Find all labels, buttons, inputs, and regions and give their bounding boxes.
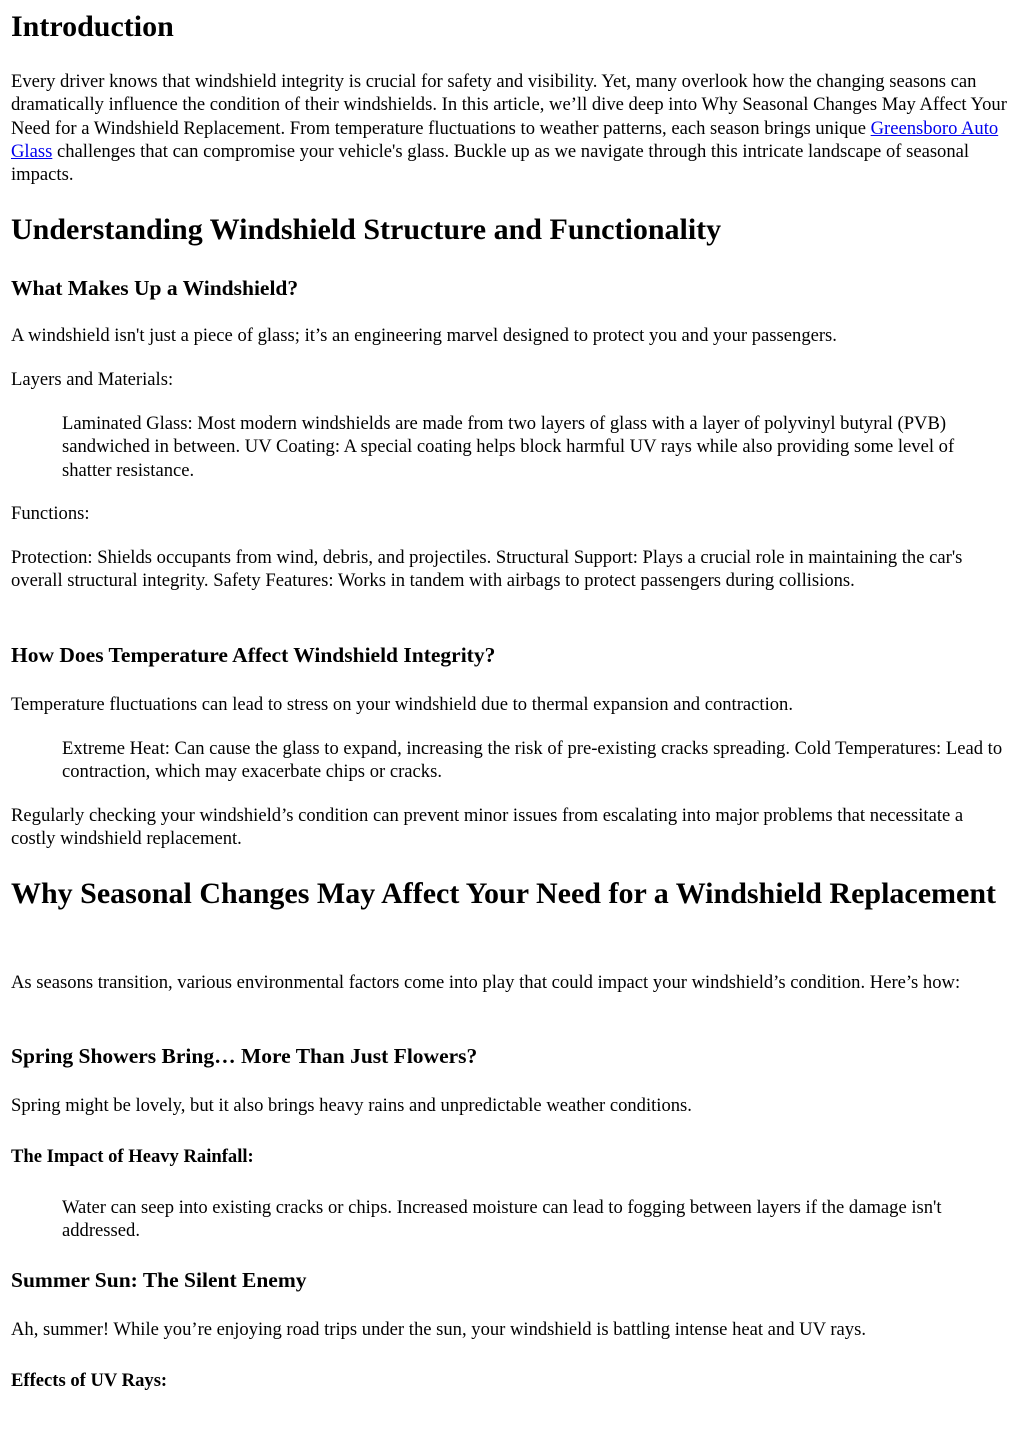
intro-text-start: Every driver knows that windshield integrity is crucial for safety and visibility. Yet, many overlook how the changing seasons can dramatically influence the condition of their windshields. In this article, we’ll dive deep into Why Seasonal Changes May Affect Your Need for a Windshield Replacement. From temperature fluctuations to weather patterns, each season brings unique bbox=[11, 71, 1007, 139]
intro-heading: Introduction bbox=[11, 10, 174, 43]
seasonal-heading: Why Seasonal Changes May Affect Your Need for a Windshield Replacement bbox=[11, 877, 997, 910]
spring-paragraph: Spring might be lovely, but it also brings heavy rains and unpredictable weather conditions. bbox=[11, 1095, 692, 1116]
understanding-heading: Understanding Windshield Structure and Functionality bbox=[11, 213, 722, 246]
what-makes-heading: What Makes Up a Windshield? bbox=[11, 276, 299, 300]
temperature-heading: How Does Temperature Affect Windshield Integrity? bbox=[11, 643, 496, 667]
intro-text-end: challenges that can compromise your vehicle's glass. Buckle up as we navigate through this intricate landscape of seasonal impacts. bbox=[11, 140, 970, 186]
uv-heading: Effects of UV Rays: bbox=[11, 1370, 168, 1391]
layers-blockquote: Laminated Glass: Most modern windshields are made from two layers of glass with a layer of polyvinyl butyral (PVB) sandwiched in between. UV Coating: A special coating helps block harmful UV rays while also providing some level of shatter resistance. bbox=[62, 413, 955, 481]
functions-label: Functions: bbox=[11, 503, 90, 524]
temperature-blockquote: Extreme Heat: Can cause the glass to expand, increasing the risk of pre-existing cracks spreading. Cold Temperatures: Lead to contraction, which may exacerbate chips or cracks. bbox=[62, 738, 1003, 783]
rainfall-blockquote: Water can seep into existing cracks or chips. Increased moisture can lead to fogging between layers if the damage isn't addressed. bbox=[62, 1197, 942, 1242]
layers-label: Layers and Materials: bbox=[11, 369, 174, 390]
summer-heading: Summer Sun: The Silent Enemy bbox=[11, 1268, 307, 1292]
intro-paragraph bbox=[11, 70, 1011, 186]
spring-heading: Spring Showers Bring… More Than Just Flowers? bbox=[11, 1044, 478, 1068]
what-makes-paragraph: A windshield isn't just a piece of glass; it’s an engineering marvel designed to protect you and your passengers. bbox=[11, 325, 837, 346]
rainfall-heading: The Impact of Heavy Rainfall: bbox=[11, 1146, 254, 1167]
greensboro-auto-glass-link[interactable]: Greensboro Auto Glass bbox=[11, 117, 999, 162]
functions-paragraph: Protection: Shields occupants from wind, debris, and projectiles. Structural Support: Plays a crucial role in maintaining the car's overall structural integrity. Safety Features: Works in tandem with airbags to protect passengers during collisions. bbox=[11, 547, 963, 592]
regular-check-paragraph: Regularly checking your windshield’s condition can prevent minor issues from escalating into major problems that necessitate a costly windshield replacement. bbox=[11, 805, 964, 850]
seasonal-paragraph: As seasons transition, various environmental factors come into play that could impact your windshield’s condition. Here’s how: bbox=[11, 972, 961, 993]
summer-paragraph: Ah, summer! While you’re enjoying road trips under the sun, your windshield is battling intense heat and UV rays. bbox=[11, 1319, 866, 1340]
temperature-paragraph: Temperature fluctuations can lead to stress on your windshield due to thermal expansion and contraction. bbox=[11, 694, 793, 715]
